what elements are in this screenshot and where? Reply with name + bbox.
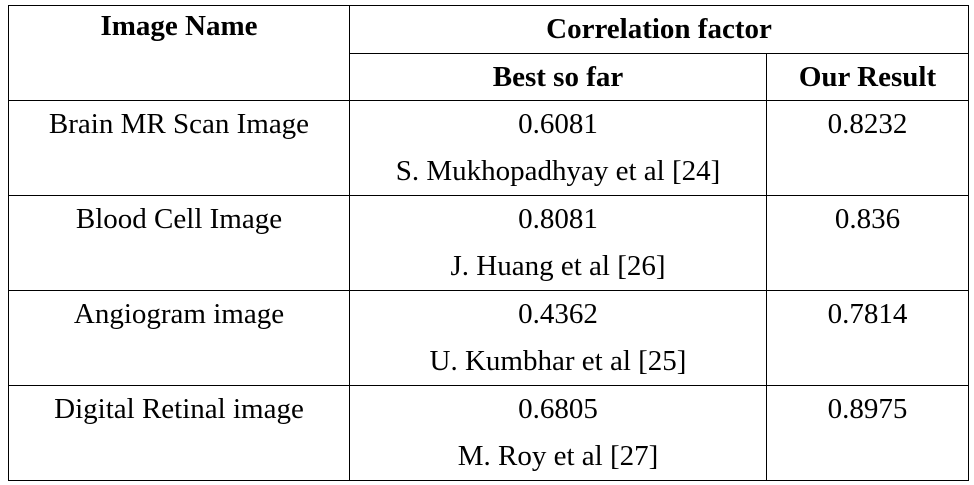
best-value: 0.8081 — [518, 203, 598, 235]
header-image-name: Image Name — [9, 6, 350, 101]
table-row — [9, 386, 969, 481]
our-result-value: 0.7814 — [827, 298, 908, 330]
our-result-cell — [767, 386, 969, 481]
our-result-cell — [767, 291, 969, 386]
our-result-value: 0.8232 — [827, 108, 908, 140]
best-value: 0.4362 — [518, 298, 598, 330]
our-result-cell — [767, 101, 969, 196]
best-so-far-cell — [350, 101, 767, 196]
header-best-so-far: Best so far — [350, 54, 767, 101]
best-reference: U. Kumbhar et al [25] — [429, 345, 687, 377]
table-row — [9, 196, 969, 291]
results-table — [8, 5, 969, 481]
image-name-cell — [9, 291, 350, 386]
header-our-result: Our Result — [767, 54, 969, 101]
best-value: 0.6805 — [518, 393, 598, 425]
our-result-value: 0.8975 — [827, 393, 908, 425]
image-name-cell — [9, 101, 350, 196]
image-name: Digital Retinal image — [54, 393, 304, 425]
best-so-far-cell — [350, 386, 767, 481]
image-name: Brain MR Scan Image — [48, 108, 310, 140]
image-name-cell — [9, 196, 350, 291]
best-reference: S. Mukhopadhyay et al [24] — [395, 155, 721, 187]
best-value: 0.6081 — [518, 108, 598, 140]
header-correlation-factor: Correlation factor — [350, 6, 969, 54]
table-row — [9, 291, 969, 386]
best-reference: M. Roy et al [27] — [457, 440, 659, 472]
image-name: Blood Cell Image — [75, 203, 283, 235]
our-result-value: 0.836 — [834, 203, 901, 235]
our-result-cell — [767, 196, 969, 291]
image-name-cell — [9, 386, 350, 481]
best-so-far-cell — [350, 196, 767, 291]
image-name: Angiogram image — [73, 298, 285, 330]
best-reference: J. Huang et al [26] — [450, 250, 666, 282]
best-so-far-cell — [350, 291, 767, 386]
table-row — [9, 101, 969, 196]
